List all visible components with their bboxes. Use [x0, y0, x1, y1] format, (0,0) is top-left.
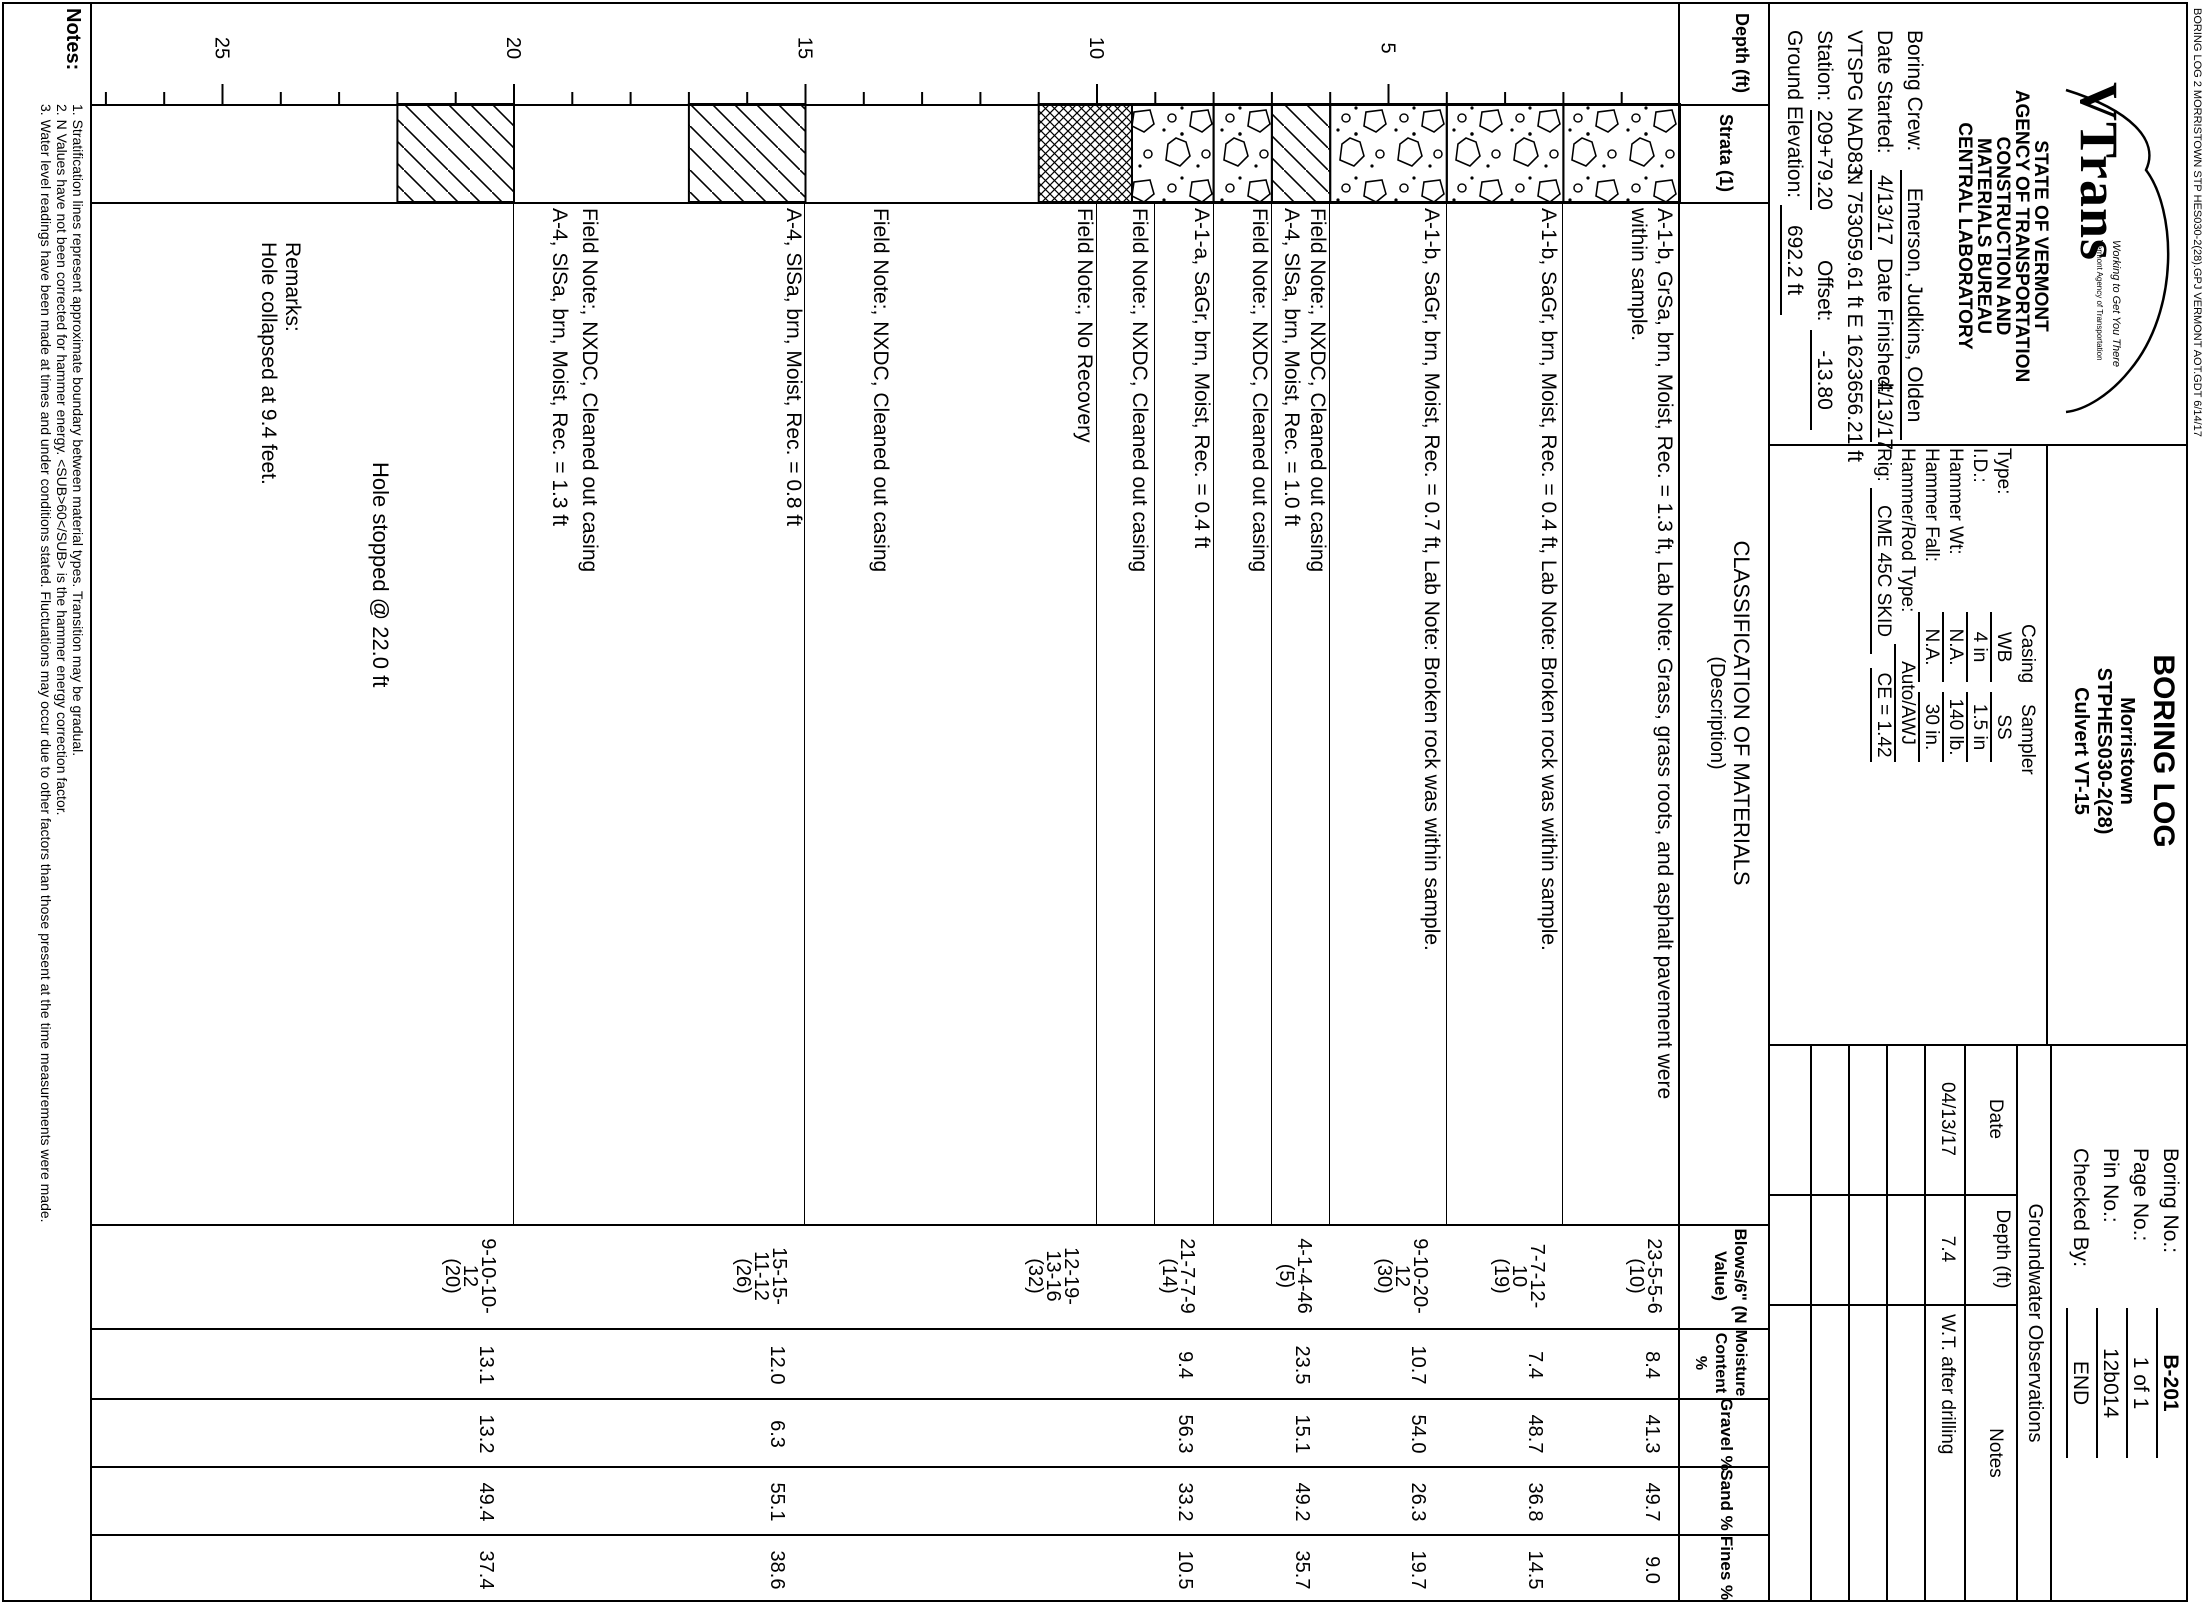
checked-by-label: Checked By: — [2069, 1148, 2092, 1268]
strata-column — [92, 104, 1680, 202]
ce-value: CE = 1.42 — [1870, 668, 1894, 762]
moisture-value: 8.4 — [1640, 1351, 1663, 1379]
description-line: Field Note:, NXDC, Cleaned out casing — [577, 208, 601, 573]
page-no-label: Page No.: — [2129, 1148, 2152, 1242]
layer-boundary — [1446, 202, 1447, 1224]
checked-by-value: END — [2066, 1308, 2092, 1458]
blows-line: 12 — [458, 1264, 481, 1288]
fines-value: 10.5 — [1174, 1550, 1197, 1590]
moisture-value: 7.4 — [1523, 1351, 1546, 1379]
col-moisture-header: Moisture Content % — [1692, 1329, 1749, 1397]
layer-boundary — [513, 202, 514, 1224]
layer-boundary — [805, 202, 806, 1224]
offset-value: -13.80 — [1810, 330, 1836, 430]
layer-boundary — [1213, 202, 1214, 1224]
title-block — [2069, 446, 2184, 1056]
elevation-label: Ground Elevation: — [1783, 30, 1806, 199]
blows-line: 9-10-10- — [476, 1238, 499, 1314]
sand-value: 55.1 — [766, 1482, 789, 1522]
description-line: A-1-b, SaGr, brn, Moist, Rec. = 0.4 ft, Lab Note: Broken rock was within sample. — [1536, 208, 1560, 951]
elevation-value: 692.2 ft — [1780, 205, 1806, 315]
blows-value — [732, 1224, 791, 1328]
project-number: STPHES030-2(28) — [2093, 667, 2115, 835]
gravel-value: 56.3 — [1174, 1414, 1197, 1454]
header-bottom-line — [1768, 2, 1770, 1602]
hole-stopped: Hole stopped @ 22.0 ft — [368, 462, 394, 688]
blows-value — [440, 1224, 499, 1328]
equip-label: Hammer Wt: — [1945, 448, 1966, 555]
blows-line: (30) — [1373, 1258, 1396, 1294]
fines-value: 37.4 — [474, 1550, 497, 1590]
description-line: A-4, SlSa, brn, Moist, Rec. = 1.3 ft — [548, 208, 572, 527]
col-gravel-header: Gravel % — [1717, 1398, 1736, 1471]
depth-label: 10 — [1085, 36, 1107, 60]
vtspg-value: N 753059.61 ft E 1623656.21 ft — [1843, 170, 1866, 462]
description-line: A-1-b, SaGr, brn, Moist, Rec. = 0.7 ft, Lab Note: Broken rock was within sample. — [1419, 208, 1443, 951]
description-line: within sample. — [1626, 208, 1650, 342]
boring-no-value: B-201 — [2156, 1308, 2182, 1458]
layer-boundary — [1096, 202, 1097, 1224]
blows-line: 4-1-4-46 — [1292, 1238, 1315, 1314]
col-sand-header: Sand % — [1717, 1469, 1736, 1531]
station-label: Station: — [1813, 30, 1836, 102]
pin-no-value: 12b014 — [2096, 1308, 2122, 1458]
blows-line: 9-10-20- — [1409, 1238, 1432, 1314]
equip-label: Type: — [1993, 448, 2014, 495]
blows-line: (26) — [732, 1258, 755, 1294]
depth-label: 20 — [502, 36, 524, 60]
blows-line: (14) — [1158, 1258, 1181, 1294]
equip-casing: N.A. — [1918, 612, 1942, 682]
gw-col-depth: Depth (ft) — [1992, 1209, 2013, 1289]
strata-layer-fill — [1039, 104, 1132, 202]
gw-col-notes: Notes — [1985, 1428, 2006, 1478]
depth-label: 25 — [210, 36, 233, 60]
crew-label: Boring Crew: — [1903, 30, 1926, 152]
blows-line: 10 — [1507, 1264, 1530, 1288]
notes-text — [38, 104, 86, 1594]
fines-value: 35.7 — [1290, 1550, 1313, 1590]
logo-wordmark: VTrans — [2069, 82, 2129, 262]
notes-label: Notes: — [62, 8, 84, 71]
equip-casing: WB — [1990, 612, 2014, 682]
blows-value — [1624, 1224, 1665, 1328]
descriptions — [92, 202, 1680, 1224]
strata-layer-silt — [689, 104, 806, 202]
structure: Culvert VT-15 — [2070, 687, 2092, 815]
sand-value: 49.2 — [1290, 1482, 1313, 1522]
col-fines-header: Fines % — [1717, 1535, 1736, 1601]
agency-line: CONSTRUCTION AND — [1992, 136, 2013, 336]
equip-casing: 4 in — [1966, 612, 1990, 682]
col-strata-header: Strata (1) — [1716, 113, 1736, 193]
logo-subtag: Vermont Agency of Transportation — [2095, 240, 2104, 361]
blows-value — [1274, 1224, 1315, 1328]
fines-value: 14.5 — [1523, 1550, 1546, 1590]
depth-label: 15 — [793, 36, 816, 60]
sand-value: 26.3 — [1407, 1482, 1430, 1522]
sand-value: 49.7 — [1640, 1482, 1663, 1522]
blows-line: (19) — [1489, 1258, 1512, 1294]
layer-boundary — [1271, 202, 1272, 1224]
crew-value: Emerson, Judkins, Olden — [1900, 170, 1926, 440]
equip-sampler: 140 lb. — [1942, 692, 1966, 762]
log-body — [92, 2, 1680, 1602]
gw-col-date: Date — [1985, 1098, 2006, 1140]
description-line: A-4, SlSa, brn, Moist, Rec. = 0.8 ft — [781, 208, 805, 527]
gravel-value: 48.7 — [1523, 1414, 1546, 1454]
blows-value — [1489, 1224, 1548, 1328]
finished-label: Date Finished: — [1873, 258, 1896, 394]
remarks-title: Remarks: — [281, 242, 305, 332]
gravel-value: 15.1 — [1290, 1414, 1313, 1454]
blows-line: 21-7-7-9 — [1176, 1238, 1199, 1314]
rod-value: Auto/AWJ — [1894, 644, 1918, 762]
moisture-value: 9.4 — [1174, 1351, 1197, 1379]
blows-line: 23-5-5-6 — [1642, 1238, 1665, 1314]
logo-block — [2052, 30, 2188, 442]
blows-line: (32) — [1023, 1258, 1046, 1294]
started-value: 4/13/17 — [1870, 170, 1896, 250]
offset-label: Offset: — [1813, 260, 1836, 322]
equip-label: Hammer Fall: — [1921, 448, 1942, 563]
blows-line: 13-16 — [1041, 1250, 1064, 1302]
gravel-value: 41.3 — [1640, 1414, 1663, 1454]
blows-line: (10) — [1624, 1258, 1647, 1294]
blows-value — [1158, 1224, 1199, 1328]
gw-depth: 7.4 — [1937, 1235, 1958, 1263]
gw-date: 04/13/17 — [1937, 1082, 1958, 1156]
moisture-value: 13.1 — [474, 1345, 497, 1385]
moisture-value: 23.5 — [1290, 1345, 1313, 1385]
remarks-text: Hole collapsed at 9.4 feet. — [257, 242, 281, 485]
strata-layer-silt — [397, 104, 514, 202]
layer-boundary — [1154, 202, 1155, 1224]
groundwater-table — [1770, 1044, 2052, 1602]
description-line: Field Note:, NXDC, Cleaned out casing — [1306, 208, 1330, 573]
moisture-value: 10.7 — [1407, 1345, 1430, 1385]
log-title: BORING LOG — [2147, 654, 2180, 848]
note-line: 1. Stratification lines represent approximate boundary between material types. Transition may be gradual. — [70, 104, 86, 757]
blows-line: 12-19- — [1059, 1247, 1082, 1305]
description-line: A-1-b, GrSa, brn, Moist, Rec. = 1.3 ft, Lab Note: Grass, grass roots, and asphalt pavement were — [1653, 208, 1677, 1100]
fines-value: 19.7 — [1407, 1550, 1430, 1590]
strata-layer-gravel — [1563, 104, 1680, 202]
blows-line: (20) — [440, 1258, 463, 1294]
col-description-sub: (Description) — [1706, 656, 1728, 770]
pin-no-label: Pin No.: — [2099, 1148, 2122, 1223]
station-value: 209+79.20 — [1810, 110, 1836, 210]
finished-value: 4/13/17 — [1870, 380, 1896, 442]
note-line: 2. N Values have not been corrected for hammer energy. <SUB>60</SUB> is the hammer energy correction factor. — [54, 104, 70, 816]
agency-line: AGENCY OF TRANSPORTATION — [2011, 89, 2032, 383]
agency-line: MATERIALS BUREAU — [1973, 138, 1994, 334]
agency-block — [1955, 30, 2050, 442]
depth-axis — [92, 2, 1680, 104]
rod-label: Hammer/Rod Type: — [1897, 448, 1918, 613]
layer-boundary — [1562, 202, 1563, 1224]
gravel-value: 6.3 — [766, 1420, 789, 1448]
col-depth-header: Depth (ft) — [1732, 13, 1752, 93]
equip-sampler: 1.5 in — [1966, 692, 1990, 762]
equip-label: I.D.: — [1969, 448, 1990, 483]
note-line: 3. Water level readings have been made at times and under conditions stated. Fluctuations may occur due to other factors than those present at the time measurements were made. — [38, 104, 54, 1223]
fines-value: 38.6 — [766, 1550, 789, 1590]
blows-line: 12 — [1391, 1264, 1414, 1288]
logo-tagline: Working to Get You There — [2110, 240, 2122, 367]
agency-line: CENTRAL LABORATORY — [1954, 122, 1975, 350]
sampler-header: Sampler — [2017, 704, 2038, 775]
description-line: A-1-a, SaGr, brn, Moist, Rec. = 0.4 ft — [1189, 208, 1213, 549]
gravel-value: 13.2 — [474, 1414, 497, 1454]
description-line: Field Note:, NXDC, Cleaned out casing — [869, 208, 893, 573]
sand-value: 33.2 — [1174, 1482, 1197, 1522]
sand-value: 36.8 — [1523, 1482, 1546, 1522]
blows-line: 11-12 — [750, 1251, 773, 1301]
gravel-value: 54.0 — [1407, 1414, 1430, 1454]
page-no-value: 1 of 1 — [2126, 1308, 2152, 1458]
agency-line: STATE OF VERMONT — [2030, 140, 2051, 332]
strata-layer-gravel — [1447, 104, 1564, 202]
file-path: BORING LOG 2 MORRISTOWN STP HES030-2(28).GPJ VERMONT AOT.GDT 6/14/17 — [2191, 8, 2203, 437]
strata-layer-gravel — [1132, 104, 1214, 202]
depth-label: 5 — [1376, 42, 1399, 54]
rig-label: Rig: — [1873, 448, 1894, 482]
equip-sampler: 30 in. — [1918, 692, 1942, 762]
description-line: Field Note:, NXDC, Cleaned out casing — [1128, 208, 1152, 573]
equip-sampler: SS — [1990, 692, 2014, 762]
sand-value: 49.4 — [474, 1482, 497, 1522]
moisture-value: 12.0 — [766, 1345, 789, 1385]
equip-casing: N.A. — [1942, 612, 1966, 682]
casing-header: Casing — [2017, 624, 2038, 684]
vtspg-label: VTSPG NAD83: — [1843, 30, 1866, 181]
blows-value — [1373, 1224, 1432, 1328]
sample-data — [92, 1224, 1680, 1602]
groundwater-title: Groundwater Observations — [2024, 1203, 2046, 1443]
strata-layer-gravel — [1330, 104, 1447, 202]
col-blows-header: Blows/6" (N Value) — [1711, 1228, 1750, 1324]
fines-value: 9.0 — [1640, 1556, 1663, 1584]
gw-notes: W.T. after drilling — [1937, 1314, 1958, 1455]
description-line: A-4, SlSa, brn, Moist, Rec. = 1.0 ft — [1280, 208, 1304, 527]
layer-boundary — [1329, 202, 1330, 1224]
blows-line: 15-15- — [768, 1247, 791, 1305]
blows-line: (5) — [1274, 1263, 1297, 1289]
boring-no-label: Boring No.: — [2159, 1148, 2182, 1254]
blows-value — [1023, 1224, 1082, 1328]
town: Morristown — [2116, 697, 2138, 805]
col-description-header: CLASSIFICATION OF MATERIALS — [1729, 540, 1754, 886]
started-label: Date Started: — [1873, 30, 1896, 154]
description-line: Field Note:, No Recovery — [1073, 208, 1097, 443]
strata-layer-gravel — [1214, 104, 1272, 202]
rig-value: CME 45C SKID — [1870, 488, 1894, 654]
description-line: Field Note:, NXDC, Cleaned out casing — [1248, 208, 1271, 573]
strata-layer-silt — [1272, 104, 1330, 202]
blows-line: 7-7-12- — [1525, 1243, 1548, 1309]
